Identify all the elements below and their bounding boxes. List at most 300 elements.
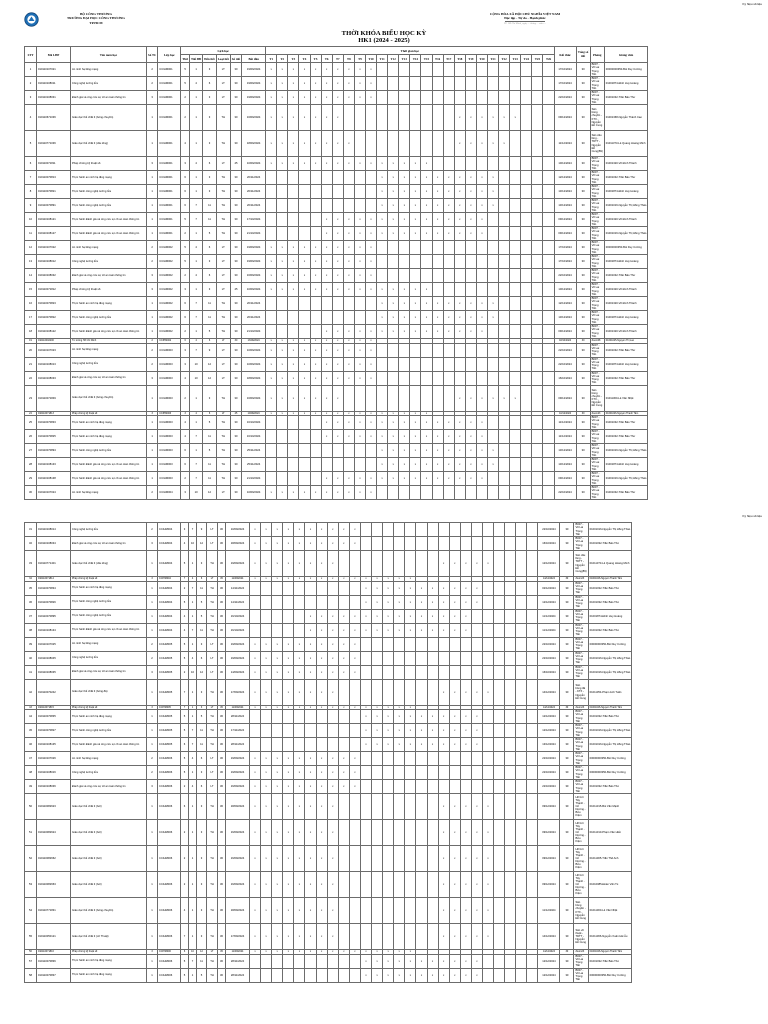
week-mark: x [394, 705, 405, 710]
cell-so-tiet: 45 [230, 411, 241, 416]
week-mark: x [416, 738, 427, 752]
cell-tong-so-tiet: 30 [576, 297, 590, 311]
week-mark: x [338, 752, 349, 766]
week-empty [372, 679, 383, 705]
cell-so-tc: 2 [147, 651, 158, 665]
cell-den-tiet: 6 [197, 780, 207, 794]
week-empty [532, 199, 543, 213]
week-mark: x [399, 283, 410, 297]
week-mark: x [365, 227, 376, 241]
week-mark: x [377, 411, 388, 416]
week-mark: x [294, 537, 305, 551]
cell-ten-mon: Thực hành an ninh hạ tầng mạng [71, 430, 147, 444]
week-empty [349, 738, 360, 752]
week-mark: x [310, 357, 321, 371]
week-mark: x [338, 637, 349, 651]
week-empty [427, 820, 438, 846]
table-row [25, 185, 648, 199]
week-empty [288, 213, 299, 227]
week-empty [338, 924, 349, 950]
cell-lop-hoc: CCIHM006 [158, 820, 181, 846]
week-mark: x [288, 91, 299, 105]
cell-phong: B007 - Võ Lai Trọng Tấn [590, 486, 604, 500]
week-mark: x [383, 609, 394, 623]
col-giang-vien: Giảng viên [604, 47, 648, 63]
week-empty [261, 581, 272, 595]
cell-ket-thuc: 16/10/2024 [538, 537, 560, 551]
week-mark: x [432, 458, 443, 472]
week-mark: x [266, 241, 277, 255]
cell-ma-lhp: 010110071849 [37, 385, 71, 411]
week-mark: x [476, 199, 487, 213]
col-week: T16 [432, 55, 443, 63]
cell-so-tiet: 30 [218, 968, 226, 982]
week-empty [505, 766, 516, 780]
week-mark: x [365, 213, 376, 227]
week-empty [443, 157, 454, 171]
cell-den-tiet: 3 [197, 898, 207, 924]
week-empty [527, 623, 538, 637]
week-empty [421, 357, 432, 371]
cell-ket-thuc: 02/12/2024 [538, 581, 560, 595]
cell-so-tiet: 30 [218, 637, 226, 651]
week-mark: x [349, 577, 360, 582]
cell-thu: 5 [181, 710, 189, 724]
week-empty [399, 357, 410, 371]
week-mark: x [365, 411, 376, 416]
week-mark: x [283, 872, 294, 898]
week-empty [532, 357, 543, 371]
cell-ket-thuc: 11/12/2024 [538, 623, 560, 637]
week-empty [521, 213, 532, 227]
week-mark: x [354, 227, 365, 241]
col-loai-tiet: Loại tiết [217, 56, 229, 61]
cell-tiet-bd: 7 [189, 311, 202, 325]
week-mark: x [261, 577, 272, 582]
week-mark: x [305, 846, 316, 872]
cell-loai-tiet: TH [216, 311, 230, 325]
week-mark: x [360, 968, 371, 982]
week-mark: x [372, 705, 383, 710]
cell-loai-tiet: TH [207, 581, 218, 595]
cell-so-tiet: 30 [218, 794, 226, 820]
week-empty [410, 357, 421, 371]
cell-ma-lhp: 010110070895 [37, 609, 71, 623]
week-mark: x [399, 444, 410, 458]
week-mark: x [449, 551, 460, 577]
week-empty [516, 710, 527, 724]
week-empty [454, 371, 465, 385]
week-mark: x [410, 472, 421, 486]
week-empty [516, 581, 527, 595]
cell-phong: B007 - Võ Lai Trọng Tấn [590, 357, 604, 371]
cell-so-tc: 1 [147, 551, 158, 577]
cell-loai-tiet: TH [207, 820, 218, 846]
week-empty [527, 679, 538, 705]
cell-stt: 20 [25, 343, 37, 357]
week-mark: x [460, 710, 471, 724]
cell-ten-mon: Giáo dục thể chất 3 (bơi) [71, 820, 147, 846]
week-empty [527, 846, 538, 872]
cell-giang-vien: 01001874-Đinh Huy Hoàng [604, 77, 648, 91]
week-empty [427, 780, 438, 794]
week-mark: x [338, 523, 349, 537]
cell-giang-vien: 01001032-Trần Bảo Thư [604, 343, 648, 357]
cell-bat-dau: 16/09/2024 [242, 269, 266, 283]
cell-so-tiet: 30 [230, 416, 241, 430]
cell-ten-mon: Thực hành công nghệ tường lửa [71, 724, 147, 738]
cell-den-tiet: 5 [203, 325, 216, 339]
cell-den-tiet: 3 [197, 637, 207, 651]
cell-loai-tiet: LT [216, 157, 230, 171]
cell-lop-hoc: CCIHM003 [158, 385, 181, 411]
week-empty [482, 595, 493, 609]
cell-so-tc: 1 [147, 297, 158, 311]
cell-phong: B007 - Võ Lai Trọng Tấn [590, 227, 604, 241]
week-mark: x [272, 577, 283, 582]
week-mark: x [250, 794, 261, 820]
week-empty [527, 872, 538, 898]
cell-phong: B007 - Võ Lai Trọng Tấn [574, 623, 588, 637]
week-empty [405, 820, 416, 846]
week-empty [488, 325, 499, 339]
week-mark: x [294, 820, 305, 846]
week-empty [343, 297, 354, 311]
week-mark: x [272, 820, 283, 846]
week-mark: x [299, 486, 310, 500]
week-mark: x [332, 157, 343, 171]
table-row [25, 738, 632, 752]
cell-lop-hoc: CCIHM006 [158, 752, 181, 766]
cell-so-tiet: 30 [230, 63, 241, 77]
week-mark: x [365, 269, 376, 283]
week-mark: x [416, 724, 427, 738]
week-mark: x [277, 77, 288, 91]
week-mark: x [421, 199, 432, 213]
week-empty [438, 752, 449, 766]
week-empty [399, 105, 410, 131]
cell-thu: 6 [181, 458, 190, 472]
week-empty [377, 371, 388, 385]
week-empty [460, 766, 471, 780]
cell-bat-dau: 20/11/2024 [242, 171, 266, 185]
week-mark: x [299, 131, 310, 157]
cell-lop-hoc: CCIHM002 [158, 325, 181, 339]
cell-loai-tiet: LT [216, 283, 230, 297]
cell-thu: 3 [181, 157, 190, 171]
week-empty [505, 872, 516, 898]
cell-thu: 2 [181, 227, 190, 241]
cell-ten-mon: Đánh giá và ứng cứu sự cố an toàn thông tin [71, 269, 147, 283]
week-empty [516, 954, 527, 968]
cell-bat-dau: 11/09/2024 [226, 950, 250, 955]
week-empty [394, 924, 405, 950]
week-mark: x [283, 766, 294, 780]
week-empty [410, 241, 421, 255]
cell-thu: 5 [181, 255, 190, 269]
cell-so-tc: 2 [147, 357, 158, 371]
table-row [25, 105, 648, 131]
cell-ten-mon: An ninh hạ tầng mạng [71, 63, 147, 77]
week-mark: x [261, 651, 272, 665]
week-empty [410, 486, 421, 500]
week-mark: x [365, 77, 376, 91]
cell-tiet-bd: 10 [189, 371, 202, 385]
week-mark: x [321, 357, 332, 371]
week-empty [349, 846, 360, 872]
cell-ket-thuc: 12/12/2024 [538, 595, 560, 609]
col-lop-hoc: Lớp học [158, 47, 181, 63]
week-mark: x [421, 444, 432, 458]
cell-ma-lhp: 010110771036 [37, 131, 71, 157]
week-mark: x [343, 227, 354, 241]
week-empty [494, 710, 505, 724]
week-empty [505, 710, 516, 724]
week-empty [394, 794, 405, 820]
week-mark: x [343, 486, 354, 500]
week-empty [377, 357, 388, 371]
week-empty [521, 185, 532, 199]
week-mark: x [266, 255, 277, 269]
week-empty [499, 297, 510, 311]
week-empty [305, 738, 316, 752]
cell-so-tc: 1 [147, 444, 158, 458]
week-empty [349, 551, 360, 577]
cell-tiet-bd: 1 [189, 820, 197, 846]
cell-tong-so-tiet: 30 [576, 241, 590, 255]
cell-stt: 15 [25, 283, 37, 297]
cell-thu: 3 [181, 411, 190, 416]
week-mark: x [288, 77, 299, 91]
week-mark: x [277, 63, 288, 77]
week-mark: x [365, 371, 376, 385]
cell-den-tiet: 5 [203, 444, 216, 458]
week-mark: x [343, 131, 354, 157]
cell-tiet-bd: 1 [189, 710, 197, 724]
cell-ten-mon: An ninh hạ tầng mạng [71, 752, 147, 766]
week-empty [516, 523, 527, 537]
week-empty [332, 185, 343, 199]
week-mark: x [365, 255, 376, 269]
week-mark: x [405, 609, 416, 623]
week-empty [399, 131, 410, 157]
week-mark: x [343, 283, 354, 297]
week-empty [354, 171, 365, 185]
week-mark: x [365, 91, 376, 105]
week-empty [494, 581, 505, 595]
week-mark: x [438, 898, 449, 924]
week-mark: x [349, 665, 360, 679]
cell-ma-lhp: 010110070835 [37, 710, 71, 724]
cell-so-tiet: 30 [218, 954, 226, 968]
cell-tong-so-tiet: 30 [576, 416, 590, 430]
week-mark: x [388, 430, 399, 444]
cell-phong: B007 - Võ Lai Trọng Tấn [590, 371, 604, 385]
week-mark: x [250, 780, 261, 794]
cell-loai-tiet: LT [207, 651, 218, 665]
week-mark: x [299, 269, 310, 283]
week-empty [261, 623, 272, 637]
week-empty [476, 283, 487, 297]
week-mark: x [365, 343, 376, 357]
week-mark: x [399, 157, 410, 171]
week-empty [494, 846, 505, 872]
table-row [25, 269, 648, 283]
col-week: T10 [365, 55, 376, 63]
week-empty [272, 710, 283, 724]
week-empty [471, 523, 482, 537]
week-mark: x [482, 794, 493, 820]
week-empty [543, 105, 554, 131]
week-mark: x [416, 954, 427, 968]
cell-so-tc: 2 [147, 637, 158, 651]
week-empty [510, 486, 521, 500]
week-empty [543, 297, 554, 311]
week-empty [499, 227, 510, 241]
cell-giang-vien: 01001025-Nguyễn Thị Lan [604, 339, 648, 344]
week-mark: x [410, 458, 421, 472]
week-mark: x [405, 705, 416, 710]
cell-so-tiet: 30 [218, 581, 226, 595]
week-mark: x [383, 738, 394, 752]
week-empty [499, 416, 510, 430]
week-empty [449, 752, 460, 766]
cell-lop-hoc: CCIHM001 [158, 157, 181, 171]
week-mark: x [471, 954, 482, 968]
cell-den-tiet: 5 [197, 595, 207, 609]
week-mark: x [410, 325, 421, 339]
week-empty [521, 91, 532, 105]
week-empty [394, 872, 405, 898]
week-empty [288, 472, 299, 486]
week-mark: x [438, 794, 449, 820]
week-mark: x [432, 472, 443, 486]
cell-ma-lhp: 010110071814 [37, 577, 71, 582]
week-empty [299, 430, 310, 444]
week-empty [494, 820, 505, 846]
week-mark: x [299, 77, 310, 91]
week-mark: x [332, 486, 343, 500]
week-empty [454, 283, 465, 297]
week-mark: x [316, 609, 327, 623]
week-empty [510, 213, 521, 227]
cell-bat-dau: 20/11/2024 [242, 311, 266, 325]
week-mark: x [476, 325, 487, 339]
week-empty [510, 185, 521, 199]
week-empty [383, 752, 394, 766]
week-empty [521, 430, 532, 444]
cell-thu: 6 [181, 794, 189, 820]
table-row [25, 898, 632, 924]
cell-ma-lhp: 010110070826 [37, 595, 71, 609]
week-empty [343, 385, 354, 411]
week-mark: x [372, 623, 383, 637]
week-mark: x [349, 651, 360, 665]
week-empty [488, 283, 499, 297]
cell-so-tc: 2 [147, 241, 158, 255]
week-empty [383, 872, 394, 898]
week-mark: x [338, 577, 349, 582]
schedule-page-2 [0, 512, 768, 1024]
week-empty [410, 105, 421, 131]
cell-den-tiet: 3 [197, 705, 207, 710]
week-empty [250, 738, 261, 752]
cell-lop-hoc: CCIHM001 [158, 77, 181, 91]
cell-thu: 5 [181, 77, 190, 91]
cell-loai-tiet: TH [207, 623, 218, 637]
date-line: TP. Hồ Chí Minh, ngày ... tháng ... năm ... [504, 21, 546, 25]
week-empty [383, 551, 394, 577]
cell-ten-mon: Pháp chứng kỹ thuật số [71, 577, 147, 582]
week-empty [521, 416, 532, 430]
cell-so-tiet: 30 [218, 898, 226, 924]
cell-den-tiet: 12 [203, 486, 216, 500]
cell-tiet-bd: 4 [189, 577, 197, 582]
week-empty [527, 794, 538, 820]
week-empty [521, 105, 532, 131]
week-mark: x [321, 157, 332, 171]
week-mark: x [465, 325, 476, 339]
cell-tiet-bd: 7 [189, 297, 202, 311]
week-empty [499, 444, 510, 458]
cell-ma-lhp: 010110070813 [37, 171, 71, 185]
week-empty [383, 537, 394, 551]
week-empty [288, 171, 299, 185]
week-mark: x [399, 325, 410, 339]
table-row [25, 213, 648, 227]
week-empty [316, 710, 327, 724]
cell-tiet-bd: 4 [189, 780, 197, 794]
cell-lop-hoc: CCIHM004 [158, 551, 181, 577]
cell-lop-hoc: CCIHM005 [158, 637, 181, 651]
week-empty [471, 651, 482, 665]
table-row [25, 343, 648, 357]
cell-so-tiet: 45 [218, 577, 226, 582]
cell-den-tiet: 12 [197, 665, 207, 679]
week-mark: x [449, 738, 460, 752]
cell-so-tc: 3 [147, 537, 158, 551]
week-empty [427, 679, 438, 705]
week-empty [305, 724, 316, 738]
cell-phong: B007 - Võ Lai Trọng Tấn [590, 458, 604, 472]
cell-stt: 6 [25, 157, 37, 171]
table-row [25, 954, 632, 968]
cell-bat-dau: 19/09/2024 [226, 637, 250, 651]
week-empty [343, 105, 354, 131]
week-empty [343, 444, 354, 458]
week-empty [388, 77, 399, 91]
week-mark: x [261, 766, 272, 780]
week-empty [516, 724, 527, 738]
cell-ket-thuc: 12/12/2024 [538, 710, 560, 724]
week-mark: x [383, 577, 394, 582]
cell-giang-vien: 01001874-Đinh Huy Hoàng [604, 311, 648, 325]
cell-den-tiet: 3 [203, 255, 216, 269]
week-empty [494, 595, 505, 609]
cell-tong-so-tiet: 30 [560, 577, 574, 582]
week-empty [543, 458, 554, 472]
cell-so-tiet: 30 [218, 724, 226, 738]
week-empty [266, 213, 277, 227]
week-mark: x [388, 283, 399, 297]
cell-thu: 4 [181, 371, 190, 385]
cell-ma-lhp: 010110108032 [37, 269, 71, 283]
cell-ten-mon: Giáo dục thể chất 3 (bóng chuyền) [71, 898, 147, 924]
cell-tong-so-tiet: 30 [576, 283, 590, 297]
cell-giang-vien: 01001016-Nguyễn Thị Hồng Thảo [588, 651, 632, 665]
week-empty [510, 157, 521, 171]
week-empty [443, 343, 454, 357]
